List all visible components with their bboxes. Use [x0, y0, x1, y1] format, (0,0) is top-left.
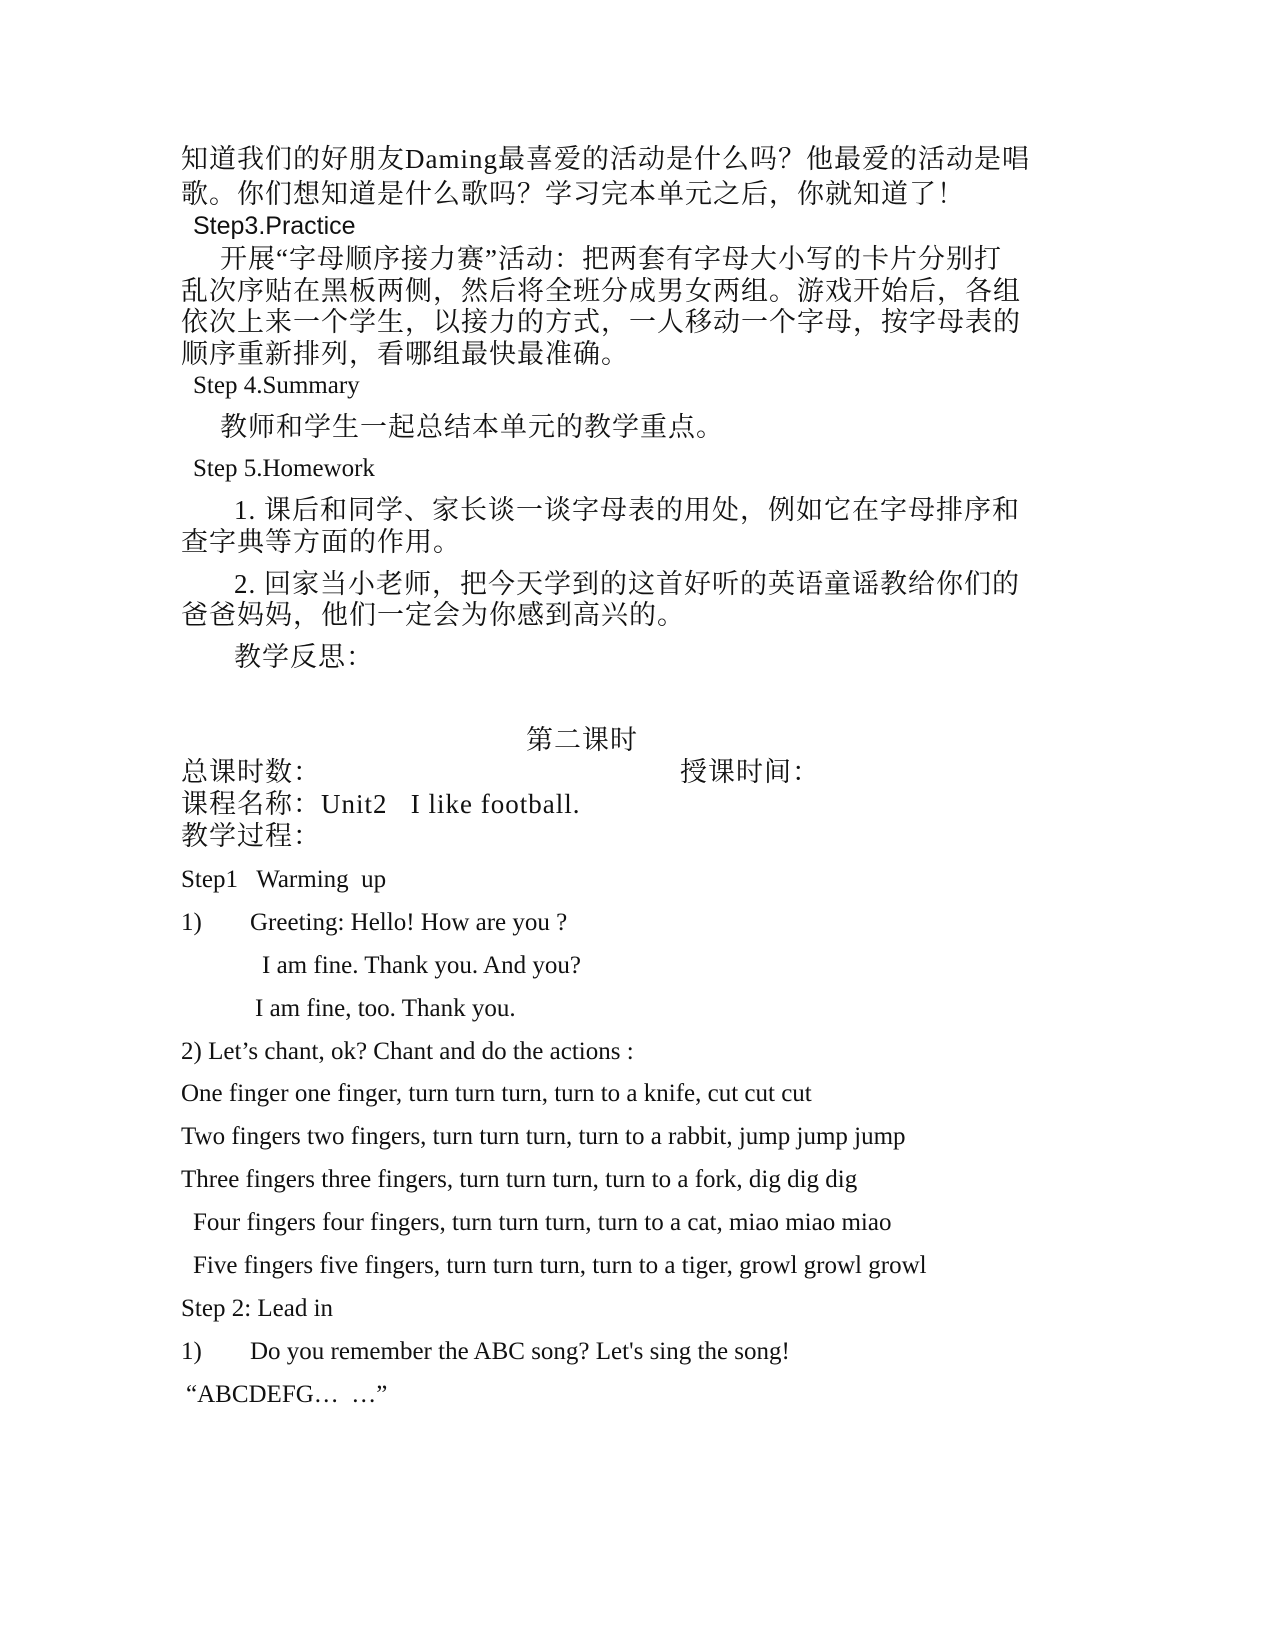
chant-intro: 2) Let’s chant, ok? Chant and do the actions :: [181, 1038, 634, 1065]
intro-line-2: 歌。你们想知道是什么歌吗？学习完本单元之后，你就知道了！: [181, 179, 965, 209]
greeting-reply-1: I am fine. Thank you. And you?: [262, 952, 581, 979]
homework-item-1-line-2: 查字典等方面的作用。: [181, 527, 461, 557]
step4-text: 教师和学生一起总结本单元的教学重点。: [220, 412, 724, 442]
chant-line-4: Four fingers four fingers, turn turn turn, turn to a cat, miao miao miao: [193, 1209, 892, 1236]
intro-line-1: 知道我们的好朋友Daming最喜爱的活动是什么吗？他最爱的活动是唱: [181, 144, 1030, 174]
step5-heading: Step 5.Homework: [193, 455, 375, 482]
chant-line-1: One finger one finger, turn turn turn, turn to a knife, cut cut cut: [181, 1080, 812, 1107]
chant-line-2: Two fingers two fingers, turn turn turn, turn to a rabbit, jump jump jump: [181, 1123, 906, 1150]
step3-line-2: 乱次序贴在黑板两侧，然后将全班分成男女两组。游戏开始后，各组: [181, 276, 1021, 306]
homework-item-1-line-1: 1. 课后和同学、家长谈一谈字母表的用处，例如它在字母排序和: [234, 495, 1020, 525]
leadin-heading: Step 2: Lead in: [181, 1295, 334, 1322]
homework-item-2-line-2: 爸爸妈妈，他们一定会为你感到高兴的。: [181, 600, 685, 630]
greeting-number: 1): [181, 909, 202, 936]
lesson-title: 第二课时: [526, 725, 638, 755]
abc-song-text: “ABCDEFG… …”: [186, 1381, 388, 1408]
total-hours-label: 总课时数：: [181, 757, 321, 787]
course-name: 课程名称：Unit2 I like football.: [181, 789, 581, 819]
step3-heading: Step3.Practice: [193, 212, 356, 240]
process-label: 教学过程：: [181, 821, 321, 851]
homework-item-2-line-1: 2. 回家当小老师，把今天学到的这首好听的英语童谣教给你们的: [234, 569, 1020, 599]
greeting-reply-2: I am fine, too. Thank you.: [255, 995, 516, 1022]
step4-heading: Step 4.Summary: [193, 372, 360, 399]
reflection-label: 教学反思：: [234, 642, 374, 672]
leadin-item-number: 1): [181, 1338, 202, 1365]
teach-time-label: 授课时间：: [680, 757, 820, 787]
step3-line-1: 开展“字母顺序接力赛”活动：把两套有字母大小写的卡片分别打: [220, 244, 1002, 274]
chant-line-3: Three fingers three fingers, turn turn turn, turn to a fork, dig dig dig: [181, 1166, 858, 1193]
warmup-heading: Step1 Warming up: [181, 866, 387, 893]
step3-line-4: 顺序重新排列，看哪组最快最准确。: [181, 339, 629, 369]
leadin-item-text: Do you remember the ABC song? Let's sing the song!: [250, 1338, 790, 1365]
step3-line-3: 依次上来一个学生，以接力的方式，一人移动一个字母，按字母表的: [181, 307, 1021, 337]
chant-line-5: Five fingers five fingers, turn turn turn, turn to a tiger, growl growl growl: [193, 1252, 927, 1279]
greeting-text: Greeting: Hello! How are you ?: [250, 909, 568, 936]
